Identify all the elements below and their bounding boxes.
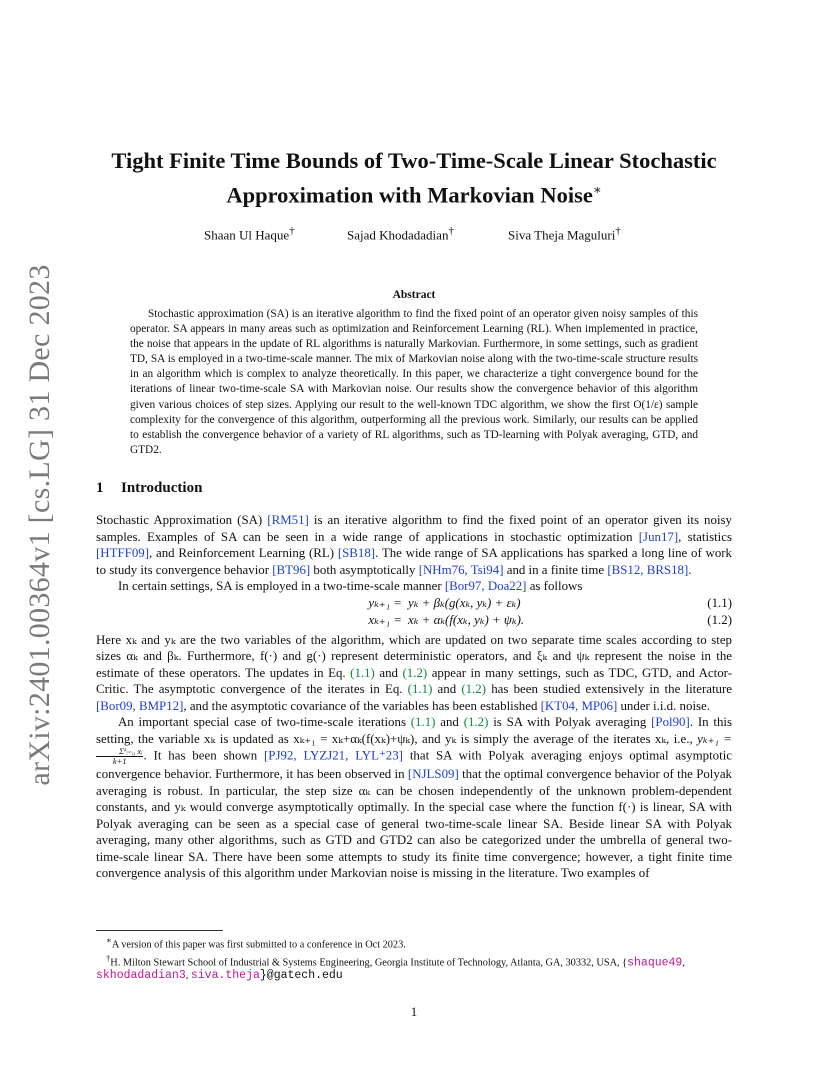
citation-link[interactable]: LYZJ21, bbox=[303, 748, 356, 763]
page-number: 1 bbox=[410, 1004, 418, 1019]
arxiv-id: arXiv:2401.00364v1 [cs.LG] 31 Dec 2023 bbox=[23, 264, 56, 786]
footnote-1: ∗A version of this paper was first submitted to a conference in Oct 2023. bbox=[106, 935, 406, 951]
citation-link[interactable]: [Bor09, bbox=[96, 698, 139, 713]
paragraph-2: In certain settings, SA is employed in a two-time-scale manner [Bor97, Doa22] as follows bbox=[118, 579, 583, 593]
arxiv-sidebar bbox=[20, 264, 60, 786]
paragraph-3: Here xₖ and yₖ are the two variables of the algorithm, which are updated on two separate time scales according to step sizes αₖ and βₖ. Furthermore, f(·) and g(·) represent deterministic operators, and ξₖ and ψₖ represent the noise in the estimate of these operators. The updates in Eq. (1.1) and (1.2) appear in many settings, such as TDC, GTD, and Actor-Critic. The asymptotic convergence of the iterates in Eq. (1.1) and (1.2) has been studied extensively in the literature [Bor09, BMP12], and the asymptotic covariance of the variables has been established [KT04, MP06] under i.i.d. noise. bbox=[96, 632, 733, 713]
citation-link[interactable]: [BT96] bbox=[272, 562, 311, 577]
author-3: Siva Theja Maguluri† bbox=[508, 225, 621, 243]
fraction: $\frac{\text{Σᵏᵢ₌₀ xᵢ}}{k+1}$ bbox=[96, 747, 143, 766]
footnote-2: †H. Milton Stewart School of Industrial & Systems Engineering, Georgia Institute of Technology, Atlanta, GA, 30332, USA, {shaque49, skhodadadian3, siva.theja}@gatech.edu bbox=[96, 952, 685, 983]
equation-ref[interactable]: (1.1) bbox=[410, 715, 436, 729]
citation-link[interactable]: LYL⁺23] bbox=[355, 748, 403, 763]
equation-number: (1.1) bbox=[707, 595, 732, 610]
title-footnote-mark: ∗ bbox=[592, 182, 602, 197]
footnote-rule bbox=[96, 930, 223, 931]
email-link[interactable]: shaque49 bbox=[627, 956, 683, 970]
abstract-heading: Abstract bbox=[392, 289, 436, 301]
section-number: 1 bbox=[96, 480, 104, 496]
equation-ref[interactable]: (1.2) bbox=[402, 665, 428, 680]
citation-link[interactable]: [SB18] bbox=[337, 546, 376, 560]
equation-ref[interactable]: (1.2) bbox=[463, 715, 489, 729]
author-1: Shaan Ul Haque† bbox=[204, 225, 295, 243]
citation-link[interactable]: [Bor97, bbox=[444, 579, 488, 593]
citation-link[interactable]: MP06] bbox=[581, 698, 618, 713]
citation-link[interactable]: Tsi94] bbox=[470, 562, 504, 577]
intro-body bbox=[96, 512, 732, 882]
citation-link[interactable]: [Pol90] bbox=[651, 715, 690, 729]
citation-link[interactable]: [Jun17] bbox=[638, 529, 679, 544]
equation-1: yₖ₊₁ = yₖ + βₖ(g(xₖ, yₖ) + εₖ) (1.1) bbox=[368, 595, 732, 610]
footnotes bbox=[96, 934, 732, 982]
section-title: Introduction bbox=[121, 480, 203, 496]
equation-ref[interactable]: (1.2) bbox=[461, 682, 487, 696]
section-heading bbox=[96, 480, 202, 497]
paragraph-4: An important special case of two-time-scale iterations (1.1) and (1.2) is SA with Polyak averaging [Pol90]. In this setting, the variable xₖ is updated as xₖ₊₁ = xₖ+αₖ(f(xₖ)+ψₖ), and yₖ is simply the average of the iterates xₖ, i.e., yₖ₊₁ = $\frac{\text{Σᵏᵢ₌₀ xᵢ}}{k+1}$. It has been shown [PJ92, LYZJ21, LYL⁺23] that SA with Polyak averaging enjoys optimal asymptotic convergence behavior. Furthermore, it has been observed in [NJLS09] that the optimal convergence behavior of the Polyak averaging is robust. In particular, the step size αₖ can be chosen independently of the unknown problem-dependent constants, and yₖ would converge asymptotically optimally. In the special case where the function f(·) is linear, SA with Polyak averaging can be seen as a special case of general two-time-scale linear SA. Beside linear SA with Polyak averaging, many other algorithms, such as GTD and GTD2 can also be categorized under the umbrella of general two-time-scale linear SA. There have been some attempts to study its finite time convergence; however, a tight finite time convergence analysis of this algorithm under Markovian noise is missing in the literature. Two examples of bbox=[96, 715, 733, 880]
equation-number: (1.2) bbox=[707, 612, 732, 627]
citation-link[interactable]: [PJ92, bbox=[264, 748, 304, 763]
citation-link[interactable]: [HTFF09] bbox=[96, 546, 149, 560]
citation-link[interactable]: BMP12] bbox=[138, 698, 184, 713]
citation-link[interactable]: [NHm76, bbox=[418, 562, 471, 577]
citation-link[interactable]: [BS12, bbox=[607, 562, 647, 577]
equation-ref[interactable]: (1.1) bbox=[407, 682, 433, 696]
citation-link[interactable]: [RM51] bbox=[267, 513, 309, 527]
abstract-text: Stochastic approximation (SA) is an iterative algorithm to find the fixed point of an operator given noisy samples of this operator. SA appears in many areas such as optimization and Reinforcement Learning (RL). When implemented in practice, the noise that appears in the update of RL algorithms is naturally Markovian. Furthermore, in some settings, such as gradient TD, SA is employed in a two-time-scale manner. The mix of Markovian noise along with the two-time-scale structure results in an algorithm which is complex to analyze theoretically. In this paper, we characterize a tight convergence bound for the iterations of linear two-time-scale SA with Markovian noise. Our results show the convergence behavior of this algorithm given various choices of step sizes. Applying our result to the well-known TDC algorithm, we show the first O(1/ε) sample complexity for the convergence of this algorithm, outperforming all the previous work. Similarly, our results can be applied to establish the convergence behavior of a variety of RL algorithms, such as TD-learning with Polyak averaging, GTD, and GTD2. bbox=[130, 308, 698, 456]
paper-title bbox=[96, 146, 732, 210]
email-link[interactable]: siva.theja bbox=[190, 969, 260, 983]
author-2: Sajad Khodadadian† bbox=[347, 225, 454, 243]
citation-link[interactable]: [KT04, bbox=[540, 698, 582, 713]
citation-link[interactable]: [NJLS09] bbox=[407, 767, 459, 781]
equation-2: xₖ₊₁ = xₖ + αₖ(f(xₖ, yₖ) + ψₖ). (1.2) bbox=[368, 612, 732, 627]
email-link[interactable]: skhodadadian3 bbox=[96, 969, 186, 983]
citation-link[interactable]: BRS18] bbox=[646, 562, 689, 577]
citation-link[interactable]: Doa22] bbox=[487, 579, 527, 593]
equation-ref[interactable]: (1.1) bbox=[350, 665, 375, 680]
paragraph-1: Stochastic Approximation (SA) [RM51] is an iterative algorithm to find the fixed point of an operator given its noisy samples. Examples of SA can be seen in a wide range of applications in stochastic optimization [Jun17], statistics [HTFF09], and Reinforcement Learning (RL) [SB18]. The wide range of SA applications has sparked a long line of work to study its convergence behavior [BT96] both asymptotically [NHm76, Tsi94] and in a finite time [BS12, BRS18]. bbox=[96, 513, 732, 577]
abstract-body bbox=[130, 307, 698, 458]
title-text: Tight Finite Time Bounds of Two-Time-Scale Linear Stochastic Approximation with Markovian Noise bbox=[111, 148, 717, 208]
